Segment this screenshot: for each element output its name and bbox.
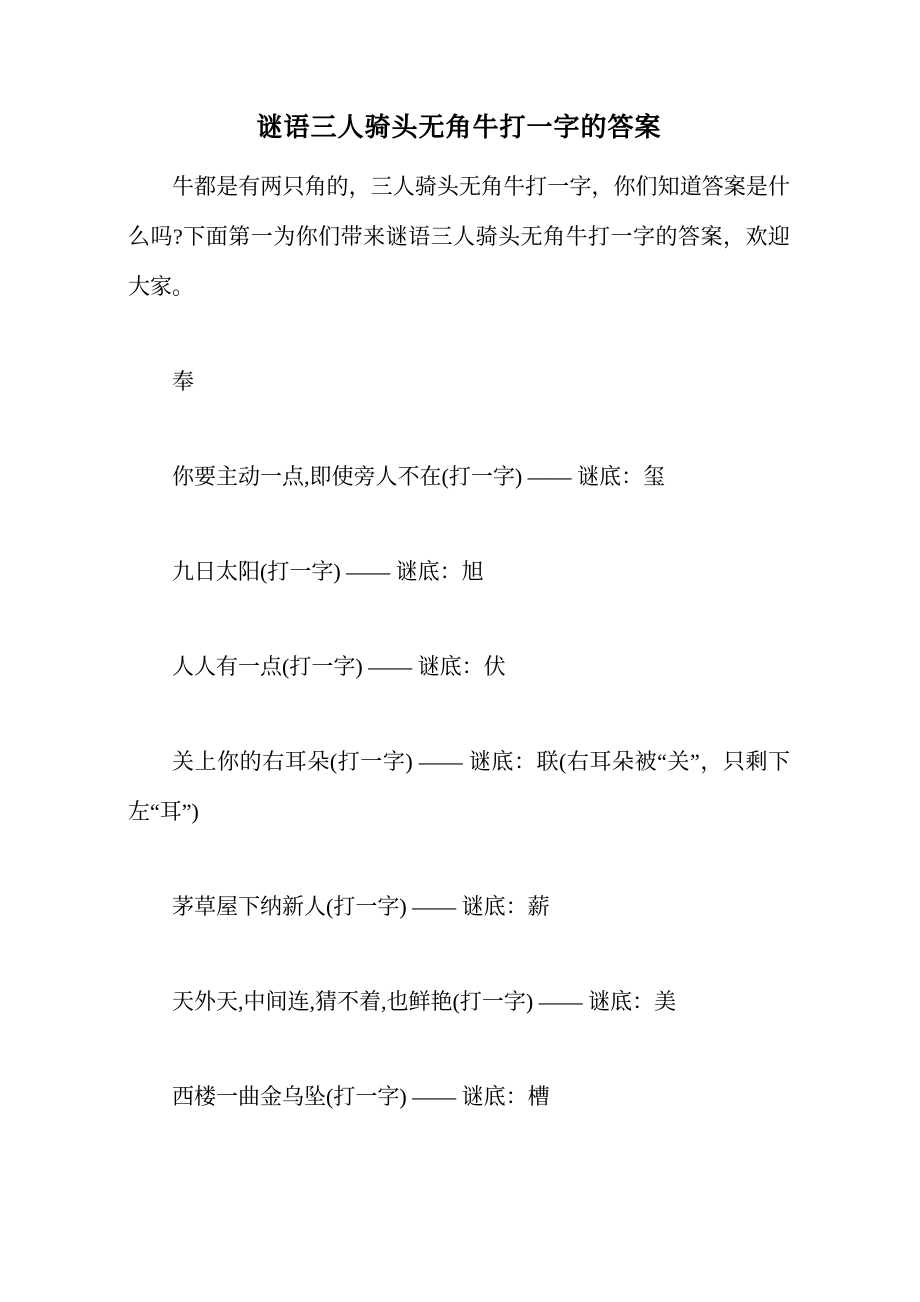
standalone-character: 奉 — [172, 369, 195, 394]
riddle-line: 九日太阳(打一字) —— 谜底：旭 — [172, 559, 484, 584]
intro-paragraph: 牛都是有两只角的，三人骑头无角牛打一字，你们知道答案是什么吗?下面第一为你们带来谜语三人骑头无角牛打一字的答案，欢迎大家。 — [128, 174, 790, 299]
riddle-line: 茅草屋下纳新人(打一字) —— 谜底：薪 — [172, 894, 550, 919]
riddle-line: 你要主动一点,即使旁人不在(打一字) —— 谜底：玺 — [172, 464, 666, 489]
riddle-line: 天外天,中间连,猜不着,也鲜艳(打一字) —— 谜底：美 — [172, 989, 677, 1014]
riddle-line: 人人有一点(打一字) —— 谜底：伏 — [172, 654, 506, 679]
riddle-line: 西楼一曲金乌坠(打一字) —— 谜底：槽 — [172, 1084, 550, 1109]
riddle-line: 关上你的右耳朵(打一字) —— 谜底：联(右耳朵被“关”，只剩下左“耳”) — [128, 749, 790, 824]
page-title: 谜语三人骑头无角牛打一字的答案 — [256, 113, 662, 142]
